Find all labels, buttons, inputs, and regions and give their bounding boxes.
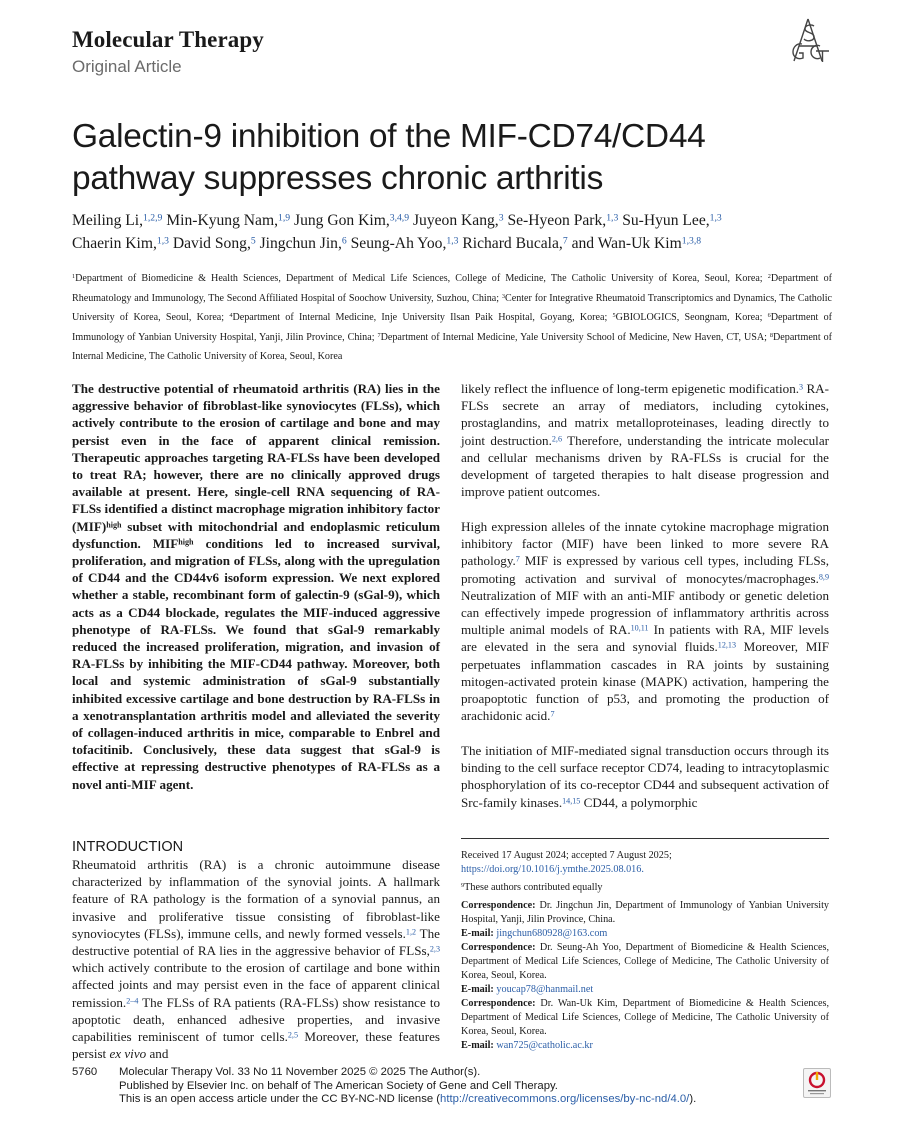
citation-ref[interactable]: 7 <box>515 554 520 564</box>
affiliation-text: Department of Internal Medicine, The Catholic University of Korea, Seoul, Korea <box>72 331 833 363</box>
author <box>462 235 567 252</box>
email-link[interactable]: jingchun680928@163.com <box>496 928 608 939</box>
asgct-logo-icon <box>784 16 832 64</box>
footnote-divider <box>461 838 829 839</box>
author-name: and Wan-Uk Kim <box>571 235 682 252</box>
correspondence-text: Dr. Seung-Ah Yoo, Department of Biomedicine & Health Sciences, Department of Medical Life Sciences, College of Medicine, The Catholic University of Korea, Seoul, Korea. <box>461 942 829 981</box>
author <box>72 235 169 252</box>
equal-contribution-text: These authors contributed equally <box>464 882 603 893</box>
author <box>572 235 702 252</box>
correspondence-list <box>461 899 829 1053</box>
affiliation-number: 4 <box>229 312 233 320</box>
affiliation-number: 6 <box>767 312 771 320</box>
author-affiliation-sup[interactable]: 1,3 <box>156 235 169 247</box>
italic-text: ex vivo <box>109 1046 147 1062</box>
author-affiliation-sup[interactable]: 3 <box>498 212 504 224</box>
author <box>260 235 347 252</box>
author-list <box>72 209 842 255</box>
author-affiliation-sup[interactable]: 1,9 <box>278 212 291 224</box>
citation-ref[interactable]: 7 <box>550 709 555 719</box>
text-run: subset with mitochondrial and endoplasmic reticulum dysfunction. MIF <box>72 518 440 551</box>
author <box>166 212 290 229</box>
page-number: 5760 <box>72 1066 98 1078</box>
email-label: E-mail: <box>461 984 494 995</box>
footnotes <box>461 849 829 1053</box>
author-affiliation-sup[interactable]: 1,3 <box>606 212 619 224</box>
license-link[interactable]: http://creativecommons.org/licenses/by-nc-nd/4.0/ <box>440 1093 690 1105</box>
citation-ref[interactable]: 2,3 <box>429 944 440 954</box>
author <box>413 212 504 229</box>
text-run: Moreover, these features persist <box>72 1029 440 1062</box>
author-affiliation-sup[interactable]: 1,3 <box>709 212 722 224</box>
text-run: In patients with RA, MIF levels are elevated in the sera and synovial fluids. <box>461 622 830 655</box>
text-run: The FLSs of RA patients (RA-FLSs) show resistance to apoptotic death, enhanced adhesive properties, and invasive capabilities reminiscent of tumor cells. <box>72 994 440 1045</box>
affiliation-text: Department of Rheumatology and Immunology, The Second Affiliated Hospital of Soochow University, Suzhou, China; <box>72 273 833 304</box>
footer-citation: Molecular Therapy Vol. 33 No 11 November 2025 © 2025 The Author(s). <box>119 1066 481 1078</box>
abstract <box>72 380 440 793</box>
doi-link[interactable]: https://doi.org/10.1016/j.ymthe.2025.08.016. <box>461 864 644 875</box>
author-name: Su-Hyun Lee, <box>622 212 710 229</box>
citation-ref[interactable]: 1,2 <box>405 927 417 937</box>
body-paragraph-3 <box>461 742 829 811</box>
text-run: conditions led to increased survival, proliferation, and migration of FLSs, along with the upregulation of CD44 and the CD44v6 isoform expression. We next explored whether a stable, recombinant form of galectin-9 (sGal-9), which acts as a CD44 blockade, regulates the MIF-induced aggressive phenotype of RA-FLSs. We found that sGal-9 remarkably reduced the increased proliferation, migration, and invasion of RA-FLSs by inhibiting the MIF-CD44 pathway. Moreover, both local and systemic administration of sGal-9 substantially inhibited excessive cartilage and bone destruction by RA-FLSs in a xenotransplantation arthritis model and alleviated the severity of collagen-induced arthritis in mice, comparable to Enbrel and tofacitinib. Conclusively, these data suggest that sGal-9 is effective at repressing destructive phenotypes of RA-FLSs as a novel anti-MIF agent. <box>72 535 440 792</box>
affiliation-text: Department of Internal Medicine, Yale University School of Medicine, New Haven, CT, USA; <box>380 331 770 343</box>
body-paragraph-1 <box>461 380 829 500</box>
journal-name: Molecular Therapy <box>72 27 264 52</box>
author <box>173 235 256 252</box>
affiliation-number: 7 <box>377 331 381 339</box>
superscript-text: high <box>178 537 194 547</box>
citation-ref[interactable]: 10,11 <box>630 623 649 633</box>
author-name: Se-Hyeon Park, <box>507 212 607 229</box>
introduction-paragraph <box>72 856 440 1062</box>
email-link[interactable]: wan725@catholic.ac.kr <box>496 1040 593 1051</box>
section-heading-introduction: INTRODUCTION <box>72 839 184 855</box>
affiliation-text: Center for Integrative Rheumatoid Transcriptomics and Dynamics, The Catholic University of Korea, Seoul, Korea; <box>72 292 832 324</box>
author-name: David Song, <box>172 235 251 252</box>
email-label: E-mail: <box>461 1040 494 1051</box>
correspondence-label: Correspondence: <box>461 900 536 911</box>
text-run: CD44, a polymorphic <box>580 794 698 810</box>
correspondence-email <box>461 1039 829 1053</box>
affiliation-number: 2 <box>767 273 771 281</box>
text-run: The destructive potential of RA lies in the aggressive behavior of FLSs, <box>72 925 440 959</box>
check-for-updates-icon[interactable] <box>803 1068 831 1098</box>
text-run: The initiation of MIF-mediated signal transduction occurs through its binding to the cell surface receptor CD74, leading to intracytoplasmic phosphorylation of its co-receptor CD44 and subsequent activation of Src-family kinases. <box>461 743 829 810</box>
footer-license: This is an open access article under the CC BY-NC-ND license (http://creativecommons.org/licenses/by-nc-nd/4.0/). <box>119 1093 697 1105</box>
correspondence-entry <box>461 941 829 983</box>
author <box>507 212 618 229</box>
text-run: Therefore, understanding the intricate molecular and cellular mechanisms driven by RA-FLSs is crucial for the development of targeted therapies to halt disease progression and improve patient outcomes. <box>461 432 829 500</box>
superscript-text: high <box>106 519 122 529</box>
text-run: which actively contribute to the erosion of cartilage and bone within affected joints and may persist even in the face of apparent clinical remission. <box>72 960 440 1010</box>
author-affiliation-sup[interactable]: 6 <box>341 235 347 247</box>
text-run: MIF is expressed by various cell types, including FLSs, promoting activation and survival of monocytes/macrophages. <box>461 553 829 586</box>
correspondence-email <box>461 927 829 941</box>
text-run: Moreover, MIF perpetuates inflammation cascades in RA joints by sustaining mitogen-activated protein kinase (MAPK) activation, hampering the proapoptotic function of p53, and promoting the production of arachidonic acid. <box>461 639 829 724</box>
author-name: Seung-Ah Yoo, <box>350 235 447 252</box>
text-run: likely reflect the influence of long-term epigenetic modification. <box>461 381 800 396</box>
citation-ref[interactable]: 12,13 <box>717 640 737 650</box>
text-run: High expression alleles of the innate cytokine macrophage migration inhibitory factor (MIF) have been linked to more severe RA pathology. <box>461 519 829 569</box>
correspondence-label: Correspondence: <box>461 942 536 953</box>
email-link[interactable]: youcap78@hanmail.net <box>496 984 594 995</box>
received-dates: Received 17 August 2024; accepted 7 August 2025; <box>461 850 672 861</box>
correspondence-text: Dr. Wan-Uk Kim, Department of Biomedicine & Health Sciences, Department of Medical Life Sciences, College of Medicine, The Catholic University of Korea, Seoul, Korea. <box>461 998 829 1037</box>
affiliation-number: 8 <box>769 331 774 339</box>
article-type: Original Article <box>72 57 182 76</box>
correspondence-email <box>461 983 829 997</box>
citation-ref[interactable]: 2,6 <box>551 433 562 443</box>
affiliation-number: 5 <box>612 312 616 320</box>
affiliation-number: 1 <box>72 273 76 281</box>
citation-ref[interactable]: 2,5 <box>287 1030 298 1040</box>
equal-contribution-sup: 9 <box>461 882 465 890</box>
author-name: Juyeon Kang, <box>412 212 499 229</box>
author <box>351 235 459 252</box>
author-affiliation-sup[interactable]: 1,3 <box>446 235 459 247</box>
affiliation-text: Department of Immunology of Yanbian University Hospital, Yanji, Jilin Province, China; <box>72 312 832 343</box>
citation-ref[interactable]: 2–4 <box>126 995 139 1005</box>
author-name: Chaerin Kim, <box>72 235 157 252</box>
author <box>622 212 722 229</box>
footer-publisher: Published by Elsevier Inc. on behalf of The American Society of Gene and Cell Therapy. <box>119 1079 558 1092</box>
author-affiliation-sup[interactable]: 7 <box>562 235 568 247</box>
citation-ref[interactable]: 3 <box>799 382 804 392</box>
text-run: and <box>146 1046 169 1062</box>
affiliation-text: Department of Biomedicine & Health Sciences, Department of Medical Life Sciences, College of Medicine, The Catholic University of Korea, Seoul, Korea; <box>75 273 768 284</box>
citation-ref[interactable]: 8,9 <box>818 571 829 581</box>
article-title: Galectin-9 inhibition of the MIF-CD74/CD44 pathway suppresses chronic arthritis <box>72 118 706 197</box>
email-label: E-mail: <box>461 928 494 939</box>
text-run: RA-FLSs secrete an array of mediators, including cytokines, prostaglandins, and matrix metalloproteinases, leading directly to joint destruction. <box>461 381 829 448</box>
correspondence-entry <box>461 997 829 1039</box>
correspondence-label: Correspondence: <box>461 998 536 1009</box>
affiliation-number: 3 <box>501 292 505 300</box>
author-name: Min-Kyung Nam, <box>166 212 279 229</box>
author-affiliation-sup[interactable]: 1,3,8 <box>681 235 702 247</box>
citation-ref[interactable]: 14,15 <box>562 795 581 805</box>
author-affiliation-sup[interactable]: 5 <box>250 235 256 247</box>
author-affiliation-sup[interactable]: 1,2,9 <box>143 212 163 224</box>
affiliation-text: GBIOLOGICS, Seongnam, Korea; <box>615 312 768 324</box>
affiliation-text: Department of Internal Medicine, Inje University Ilsan Paik Hospital, Goyang, Korea; <box>232 312 613 324</box>
text-run: Rheumatoid arthritis (RA) is a chronic autoimmune disease characterized by inflammation of the synovial joints. A hallmark feature of RA pathology is the formation of a synovial pannus, an invasive and proliferative tissue consisting of fibroblast-like synoviocytes (FLSs), immune cells, and newly formed vessels. <box>72 857 440 941</box>
equal-contribution-note <box>461 881 829 895</box>
text-run: Neutralization of MIF with an anti-MIF antibody or genetic deletion can effectively impede progression of inflammatory arthritis across multiple animal models of RA. <box>461 587 829 638</box>
author-name: Richard Bucala, <box>462 235 563 252</box>
text-run: The destructive potential of rheumatoid arthritis (RA) lies in the aggressive behavior of fibroblast-like synoviocytes (FLSs), which actively contribute to the erosion of cartilage and bone and may persist even in the face of apparent clinical remission. Therapeutic approaches targeting RA-FLSs have been developed to treat RA; however, there are no clinically approved drugs available at present. Here, single-cell RNA sequencing of RA-FLSs identified a distinct macrophage migration inhibitory factor (MIF) <box>72 381 440 534</box>
author <box>294 212 409 229</box>
author-name: Meiling Li, <box>72 212 144 229</box>
author-name: Jingchun Jin, <box>259 235 342 252</box>
author-name: Jung Gon Kim, <box>294 212 390 229</box>
correspondence-entry <box>461 899 829 927</box>
affiliations <box>72 269 832 367</box>
correspondence-text: Dr. Jingchun Jin, Department of Immunology of Yanbian University Hospital, Yanji, Jilin Province, China. <box>461 900 829 925</box>
author-affiliation-sup[interactable]: 3,4,9 <box>389 212 410 224</box>
author <box>72 212 162 229</box>
body-paragraph-2 <box>461 518 829 724</box>
